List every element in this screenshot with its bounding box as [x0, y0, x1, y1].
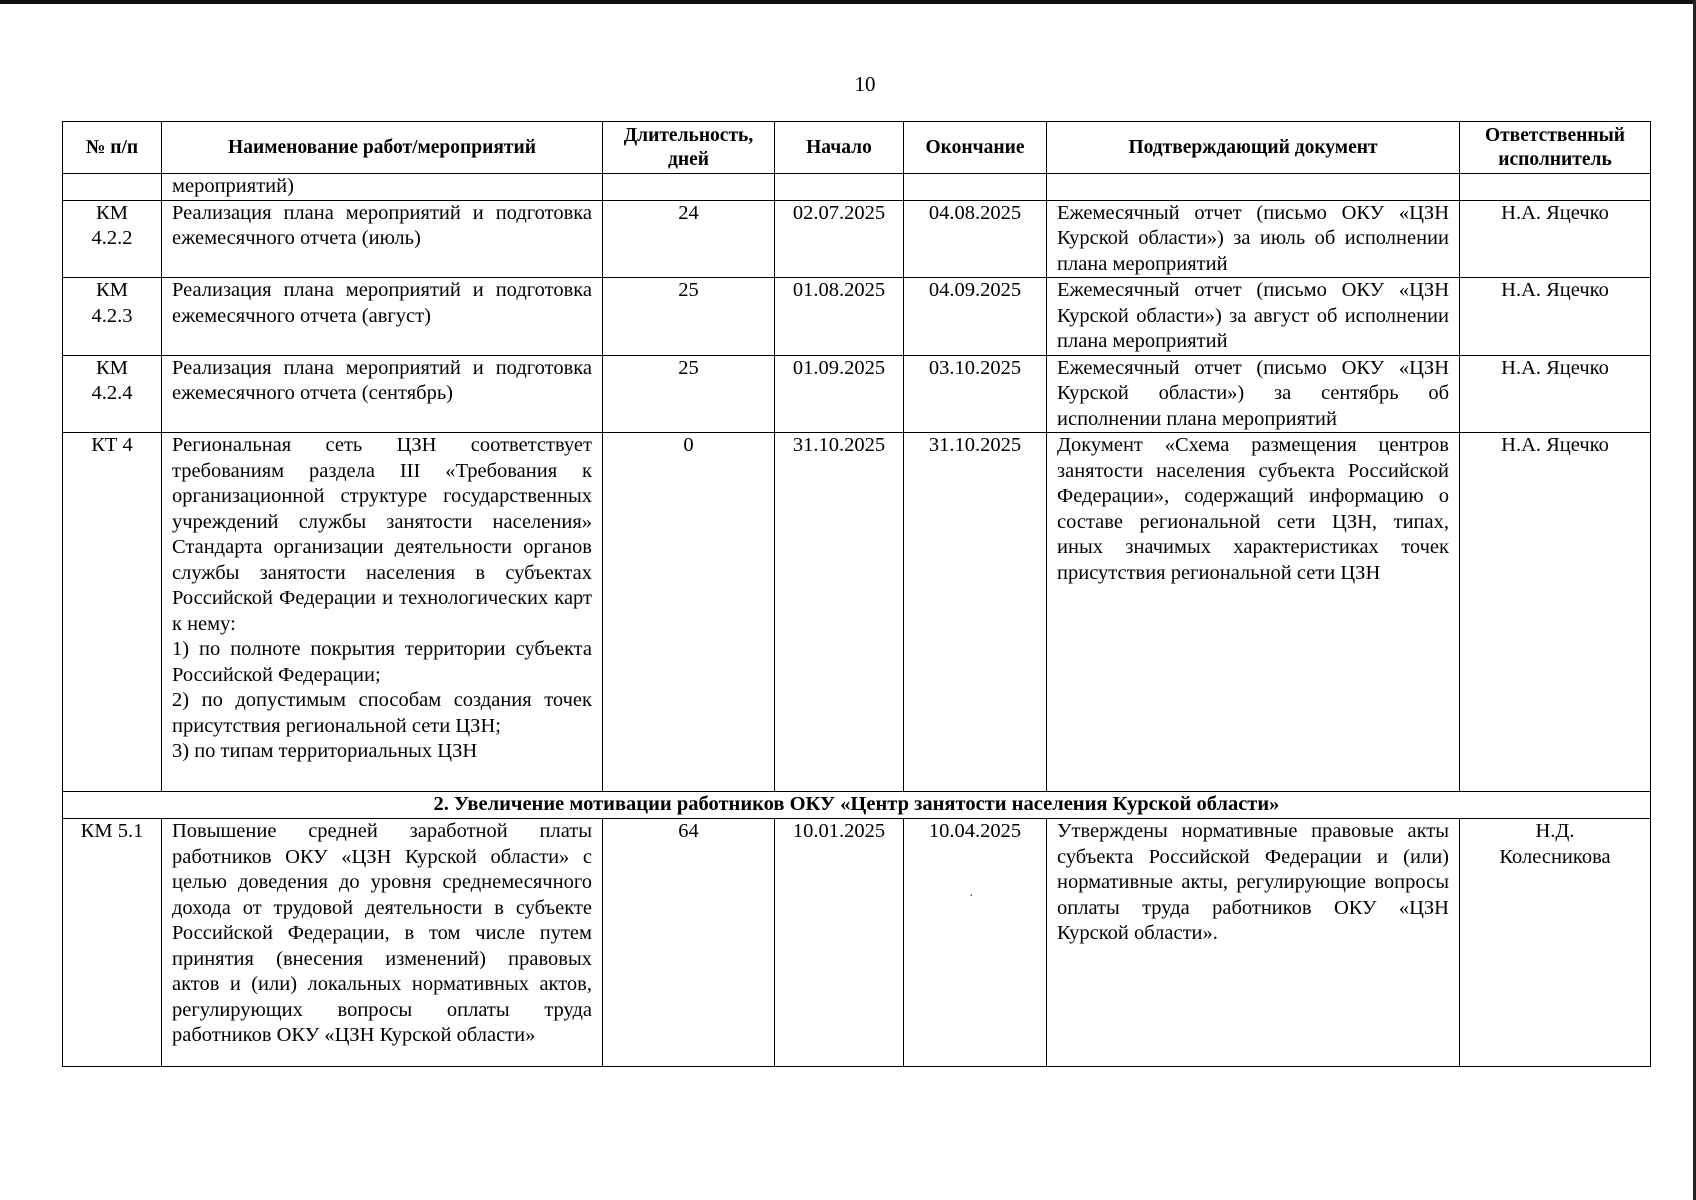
- cell-start: [775, 174, 904, 201]
- cell-num: КМ 5.1: [63, 819, 162, 1067]
- cell-duration: 0: [603, 433, 775, 792]
- cell-start: 10.01.2025: [775, 819, 904, 1067]
- cell-name: Региональная сеть ЦЗН соответствует требованиям раздела III «Требования к организационной структуре государственных учреждений службы занятости населения» Стандарта организации деятельности органов службы занятости населения в субъектах Российской Федерации и технологических карт к нему: 1) по полноте покрытия территории субъекта Российской Федерации; 2) по допустимым способам создания точек присутствия региональной сети ЦЗН; 3) по типам территориальных ЦЗН: [162, 433, 603, 792]
- cell-document: Ежемесячный отчет (письмо ОКУ «ЦЗН Курской области») за август об исполнении плана мероприятий: [1047, 278, 1460, 356]
- table-row: [63, 819, 1651, 1067]
- header-num: № п/п: [63, 122, 162, 174]
- cell-start: 02.07.2025: [775, 200, 904, 278]
- cell-name: Повышение средней заработной платы работников ОКУ «ЦЗН Курской области» с целью доведения до уровня среднемесячного дохода от трудовой деятельности в субъекте Российской Федерации, в том числе путем принятия (внесения изменений) правовых актов и (или) локальных нормативных актов, регулирующих вопросы оплаты труда работников ОКУ «ЦЗН Курской области»: [162, 819, 603, 1067]
- cell-document: Документ «Схема размещения центров занятости населения субъекта Российской Федерации», содержащий информацию о составе региональной сети ЦЗН, типах, иных значимых характеристиках точек присутствия региональной сети ЦЗН: [1047, 433, 1460, 792]
- cell-duration: 64: [603, 819, 775, 1067]
- cell-num: КМ 4.2.3: [63, 278, 162, 356]
- table-row-continuation: [63, 174, 1651, 201]
- table-row: [63, 355, 1651, 433]
- cell-num: [63, 174, 162, 201]
- cell-name: мероприятий): [162, 174, 603, 201]
- section-title: 2. Увеличение мотивации работников ОКУ «Центр занятости населения Курской области»: [63, 792, 1651, 819]
- cell-duration: 25: [603, 355, 775, 433]
- header-duration: Длительность, дней: [603, 122, 775, 174]
- table-header-row: [63, 122, 1651, 174]
- page-number: 10: [854, 72, 876, 96]
- cell-start: 31.10.2025: [775, 433, 904, 792]
- scan-top-edge: [0, 0, 1696, 4]
- header-document: Подтверждающий документ: [1047, 122, 1460, 174]
- cell-name: Реализация плана мероприятий и подготовка ежемесячного отчета (сентябрь): [162, 355, 603, 433]
- table-row-control-point: [63, 433, 1651, 792]
- cell-duration: 25: [603, 278, 775, 356]
- cell-start: 01.09.2025: [775, 355, 904, 433]
- cell-end: 04.09.2025: [904, 278, 1047, 356]
- cell-name: Реализация плана мероприятий и подготовка ежемесячного отчета (август): [162, 278, 603, 356]
- header-name: Наименование работ/мероприятий: [162, 122, 603, 174]
- cell-document: Ежемесячный отчет (письмо ОКУ «ЦЗН Курской области») за сентябрь об исполнении плана мероприятий: [1047, 355, 1460, 433]
- scan-speck: ·: [969, 889, 974, 904]
- cell-end: 03.10.2025: [904, 355, 1047, 433]
- cell-end: 10.04.2025: [904, 819, 1047, 1067]
- cell-duration: 24: [603, 200, 775, 278]
- cell-document: [1047, 174, 1460, 201]
- header-end: Окончание: [904, 122, 1047, 174]
- cell-responsible: [1460, 174, 1651, 201]
- work-plan-table: [62, 121, 1651, 1067]
- cell-num: КТ 4: [63, 433, 162, 792]
- cell-duration: [603, 174, 775, 201]
- header-responsible: Ответственный исполнитель: [1460, 122, 1651, 174]
- cell-end: [904, 174, 1047, 201]
- cell-responsible: Н.Д. Колесникова: [1460, 819, 1651, 1067]
- cell-document: Утверждены нормативные правовые акты субъекта Российской Федерации и (или) нормативные акты, регулирующие вопросы оплаты труда работников ОКУ «ЦЗН Курской области».: [1047, 819, 1460, 1067]
- cell-start: 01.08.2025: [775, 278, 904, 356]
- cell-document: Ежемесячный отчет (письмо ОКУ «ЦЗН Курской области») за июль об исполнении плана мероприятий: [1047, 200, 1460, 278]
- table-row: [63, 200, 1651, 278]
- cell-num: КМ 4.2.4: [63, 355, 162, 433]
- header-start: Начало: [775, 122, 904, 174]
- section-header-row: [63, 792, 1651, 819]
- cell-name: Реализация плана мероприятий и подготовка ежемесячного отчета (июль): [162, 200, 603, 278]
- cell-responsible: Н.А. Яцечко: [1460, 200, 1651, 278]
- cell-responsible: Н.А. Яцечко: [1460, 433, 1651, 792]
- cell-num: КМ 4.2.2: [63, 200, 162, 278]
- cell-end: 04.08.2025: [904, 200, 1047, 278]
- table-row: [63, 278, 1651, 356]
- cell-responsible: Н.А. Яцечко: [1460, 355, 1651, 433]
- cell-end: 31.10.2025: [904, 433, 1047, 792]
- cell-responsible: Н.А. Яцечко: [1460, 278, 1651, 356]
